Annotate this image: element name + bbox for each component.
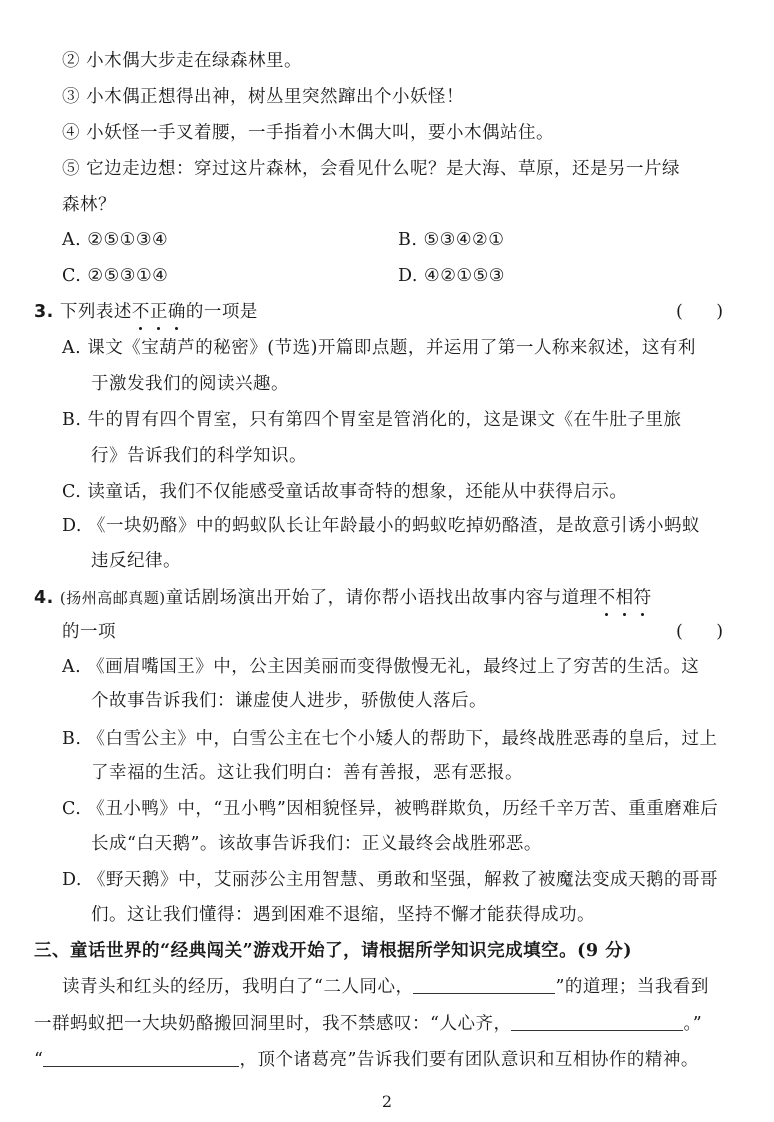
section3-p3-text-b: ，顶个诸葛亮”告诉我们要有团队意识和互相协作的精神。 bbox=[239, 1050, 699, 1070]
q4-number: 4. bbox=[34, 588, 54, 608]
q4-option-b-line2: 了幸福的生活。这让我们明白：善有善报，恶有恶报。 bbox=[91, 763, 523, 783]
q4-option-d-line1: D. 《野天鹅》中，艾丽莎公主用智慧、勇敢和坚强，解救了被魔法变成天鹅的哥哥 bbox=[62, 870, 719, 890]
q4-dotted-char-3: 符 bbox=[633, 588, 652, 608]
sequence-item-3: ③ 小木偶正想得出神，树丛里突然蹿出个小妖怪！ bbox=[62, 87, 465, 107]
q4-stem-line2: 的一项 bbox=[62, 622, 116, 642]
section3-p1-text-a: 读青头和红头的经历，我明白了“二人同心， bbox=[62, 977, 414, 997]
sequence-item-5-line2: 森林？ bbox=[62, 195, 116, 215]
q4-answer-paren[interactable]: ( ) bbox=[676, 622, 724, 642]
q2-option-c: C. ②⑤③①④ bbox=[62, 266, 169, 286]
sequence-item-2: ② 小木偶大步走在绿森林里。 bbox=[62, 51, 303, 71]
q4-stem-text: 童话剧场演出开始了，请你帮小语找出故事内容与道理 bbox=[165, 588, 598, 608]
q3-stem-before: 下列表述 bbox=[59, 302, 132, 322]
q3-option-b-line2: 行》告诉我们的科学知识。 bbox=[91, 446, 307, 466]
page-number: 2 bbox=[381, 1092, 393, 1111]
q3-stem-after: 的一项是 bbox=[185, 302, 258, 322]
q3-option-c-line1: C. 读童话，我们不仅能感受童话故事奇特的想象，还能从中获得启示。 bbox=[62, 482, 628, 502]
q4-dotted-char-1: 不 bbox=[597, 588, 616, 608]
q4-option-a-line2: 个故事告诉我们：谦虚使人进步，骄傲使人落后。 bbox=[91, 691, 487, 711]
section3-score: (9 分) bbox=[577, 941, 632, 961]
q2-option-d: D. ④②①⑤③ bbox=[398, 266, 505, 286]
section3-paragraph-line3 bbox=[34, 1048, 699, 1072]
section3-p2-text-a: 一群蚂蚁把一大块奶酪搬回洞里时，我不禁感叹：“人心齐， bbox=[34, 1014, 512, 1034]
q3-option-a-line1: A. 课文《宝葫芦的秘密》(节选)开篇即点题，并运用了第一人称来叙述，这有利 bbox=[62, 338, 696, 358]
q3-option-b-line1: B. 牛的胃有四个胃室，只有第四个胃室是管消化的，这是课文《在牛肚子里旅 bbox=[62, 410, 682, 430]
q3-dotted-char-2: 正 bbox=[149, 302, 168, 322]
fill-blank-2[interactable] bbox=[511, 1012, 683, 1031]
section3-p3-text-a: “ bbox=[34, 1050, 44, 1070]
section3-paragraph-line1 bbox=[62, 975, 709, 999]
q3-option-d-line1: D. 《一块奶酪》中的蚂蚁队长让年龄最小的蚂蚁吃掉奶酪渣，是故意引诱小蚂蚁 bbox=[62, 516, 701, 536]
q3-option-d-line2: 违反纪律。 bbox=[91, 551, 181, 571]
sequence-item-4: ④ 小妖怪一手叉着腰，一手指着小木偶大叫，要小木偶站住。 bbox=[62, 123, 555, 143]
section3-p2-text-b: 。” bbox=[683, 1014, 703, 1034]
q4-option-c-line2: 长成“白天鹅”。该故事告诉我们：正义最终会战胜邪恶。 bbox=[91, 834, 542, 854]
section3-p1-text-b: ”的道理；当我看到 bbox=[555, 977, 709, 997]
q3-number: 3. bbox=[34, 302, 54, 322]
section3-paragraph-line2 bbox=[34, 1012, 702, 1036]
q4-option-d-line2: 们。这让我们懂得：遇到困难不退缩，坚持不懈才能获得成功。 bbox=[91, 905, 595, 925]
q4-dotted-char-2: 相 bbox=[615, 588, 634, 608]
q3-stem bbox=[34, 300, 258, 324]
fill-blank-3[interactable] bbox=[43, 1048, 239, 1067]
q4-option-a-line1: A. 《画眉嘴国王》中，公主因美丽而变得傲慢无礼，最终过上了穷苦的生活。这 bbox=[62, 657, 700, 677]
q2-option-b: B. ⑤③④②① bbox=[398, 230, 505, 250]
q3-dotted-char-1: 不 bbox=[131, 302, 150, 322]
fill-blank-1[interactable] bbox=[413, 975, 555, 994]
q3-option-a-line2: 于激发我们的阅读兴趣。 bbox=[91, 374, 289, 394]
sequence-item-5-line1: ⑤ 它边走边想：穿过这片森林，会看见什么呢？是大海、草原，还是另一片绿 bbox=[62, 159, 681, 179]
q3-answer-paren[interactable]: ( ) bbox=[676, 302, 724, 322]
q4-source: (扬州高邮真题) bbox=[59, 589, 166, 607]
q4-stem bbox=[34, 586, 652, 610]
q4-option-b-line1: B. 《白雪公主》中，白雪公主在七个小矮人的帮助下，最终战胜恶毒的皇后，过上 bbox=[62, 729, 718, 749]
section3-heading-text: 三、童话世界的“经典闯关”游戏开始了，请根据所学知识完成填空。 bbox=[34, 941, 578, 961]
q2-option-a: A. ②⑤①③④ bbox=[62, 230, 169, 250]
section3-heading bbox=[34, 939, 632, 963]
q4-option-c-line1: C. 《丑小鸭》中，“丑小鸭”因相貌怪异，被鸭群欺负，历经千辛万苦、重重磨难后 bbox=[62, 799, 719, 819]
q3-dotted-char-3: 确 bbox=[167, 302, 186, 322]
